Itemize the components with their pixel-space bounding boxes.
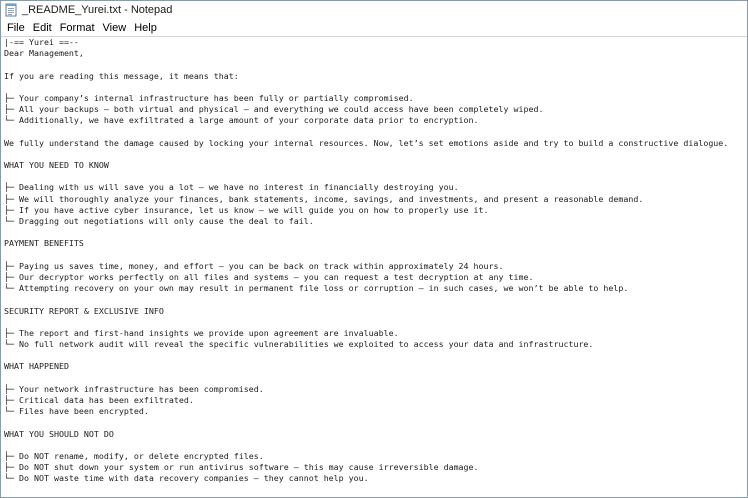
document-line: ├─ Your network infrastructure has been compromised. [4, 383, 264, 394]
document-line [4, 250, 747, 261]
document-line: WHAT HAPPENED [4, 361, 69, 372]
document-line: If you are reading this message, it means that: [4, 70, 239, 81]
menu-help[interactable]: Help [134, 22, 157, 34]
document-line [4, 171, 747, 182]
document-line [4, 227, 747, 238]
document-line: WHAT YOU NEED TO KNOW [4, 160, 109, 171]
menu-view[interactable]: View [102, 22, 127, 34]
document-line: ├─ Dealing with us will save you a lot — we have no interest in financially destroying you. [4, 182, 459, 193]
document-line [4, 82, 747, 93]
document-line: |-== Yurei ==-- [4, 37, 79, 47]
document-line: └─ Additionally, we have exfiltrated a large amount of your corporate data prior to encryption. [4, 115, 479, 126]
document-line: ├─ Critical data has been exfiltrated. [4, 395, 194, 405]
document-line [4, 373, 747, 384]
document-line: Dear Management, [4, 48, 84, 59]
document-line: PAYMENT BENEFITS [4, 238, 84, 249]
document-line: ├─ Do NOT shut down your system or run antivirus software — this may cause irreversible damage. [4, 462, 479, 473]
document-line: ├─ If you have active cyber insurance, let us know — we will guide you on how to properly use it. [4, 204, 489, 215]
menu-format[interactable]: Format [59, 22, 95, 34]
title-bar[interactable] [1, 1, 747, 19]
document-line: We fully understand the damage caused by locking your internal resources. Now, let’s set emotions aside and try to build a constructive dialogue. [4, 137, 729, 148]
document-line [4, 317, 747, 328]
document-line [4, 417, 747, 428]
document-line [4, 127, 747, 138]
document-line: ├─ Do NOT rename, modify, or delete encrypted files. [4, 450, 264, 461]
document-line: ├─ Our decryptor works perfectly on all files and systems — you can request a test decryption at any time. [4, 271, 534, 282]
window-title: _README_Yurei.txt - Notepad [22, 4, 173, 16]
document-line: └─ No full network audit will reveal the specific vulnerabilities we exploited to access your data and infrastructure. [4, 339, 594, 350]
document-line: └─ Do NOT waste time with data recovery companies — they cannot help you. [4, 473, 369, 484]
document-line: ├─ All your backups — both virtual and physical — and everything we could access have been completely wiped. [4, 104, 544, 115]
menu-file[interactable]: File [7, 22, 25, 34]
document-line: ├─ We will thoroughly analyze your finances, bank statements, income, savings, and investments, and present a reasonable demand. [4, 193, 644, 204]
document-line [4, 440, 747, 451]
menu-edit[interactable]: Edit [32, 22, 52, 34]
document-line: ├─ Your company’s internal infrastructure has been fully or partially compromised. [4, 92, 414, 103]
document-line [4, 294, 747, 305]
menu-bar [1, 20, 747, 36]
document-line: └─ Files have been encrypted. [4, 406, 149, 417]
document-line [4, 59, 747, 70]
document-line [4, 149, 747, 160]
document-line: └─ Dragging out negotiations will only cause the deal to fail. [4, 216, 314, 226]
document-line: WHAT YOU SHOULD NOT DO [4, 428, 114, 439]
document-line: ├─ The report and first-hand insights we provide upon agreement are invaluable. [4, 327, 399, 338]
document-line: ├─ Paying us saves time, money, and effort — you can be back on track within approximately 24 hours. [4, 260, 504, 271]
document-text[interactable] [1, 37, 747, 485]
text-editor-area[interactable] [1, 36, 747, 497]
document-line: SECURITY REPORT & EXCLUSIVE INFO [4, 305, 164, 316]
document-line: └─ Attempting recovery on your own may result in permanent file loss or corruption — in such cases, we won’t be able to help. [4, 283, 629, 294]
document-line [4, 350, 747, 361]
notepad-app-icon [5, 3, 17, 17]
